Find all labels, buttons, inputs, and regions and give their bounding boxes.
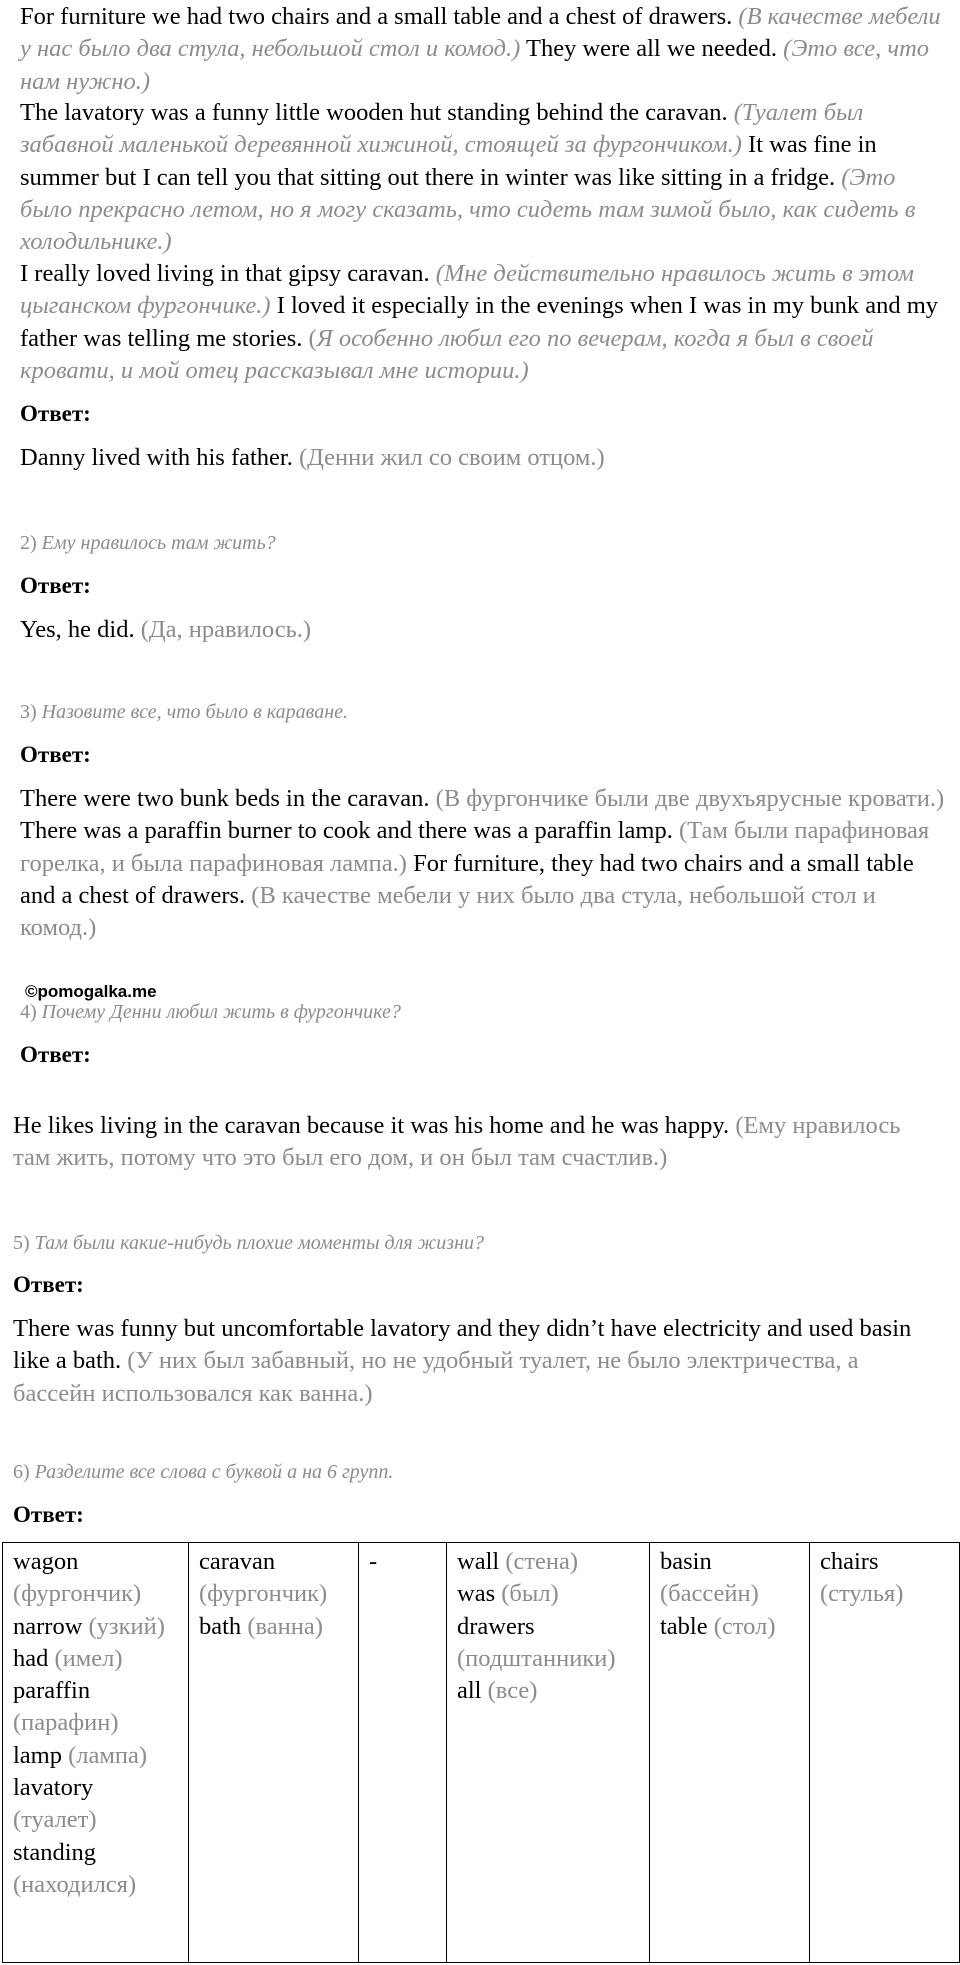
question-3 bbox=[20, 698, 348, 726]
russian-translation: (Это было прекрасно летом, но я могу сказать, что сидеть там зимой было, как сидеть в холодильнике.) bbox=[20, 163, 916, 256]
passage-paragraph bbox=[20, 1, 945, 98]
word-translation: (ванна) bbox=[247, 1612, 323, 1640]
english-text: For furniture, they had two chairs and a small table and a chest of drawers. bbox=[20, 849, 914, 909]
question-number: 6) bbox=[13, 1461, 30, 1483]
word-entry bbox=[369, 1546, 436, 1578]
word-translation: (фургончик) bbox=[13, 1580, 142, 1608]
word: caravan bbox=[199, 1548, 276, 1575]
russian-translation: (Мне действительно нравилось жить в этом цыганском фургончике.) bbox=[20, 260, 914, 320]
question-text: Там были какие-нибудь плохие моменты для жизни? bbox=[34, 1232, 484, 1254]
answer-text bbox=[20, 614, 945, 646]
answer-label: Ответ: bbox=[20, 573, 91, 598]
table-row bbox=[3, 1543, 960, 1963]
word-translation: (парафин) bbox=[13, 1709, 119, 1737]
russian-translation: (Да, нравилось.) bbox=[140, 616, 312, 643]
answer-label: Ответ: bbox=[20, 401, 91, 426]
english-text: There were two bunk beds in the caravan. bbox=[20, 785, 436, 812]
word-translation: (бассейн) bbox=[660, 1580, 759, 1608]
answer-text bbox=[20, 783, 945, 944]
word-translation: (стол) bbox=[713, 1612, 776, 1640]
word-translation: (фургончик) bbox=[199, 1580, 328, 1608]
question-text: Почему Денни любил жить в фургончике? bbox=[41, 1001, 401, 1023]
word: - bbox=[369, 1548, 378, 1575]
russian-translation: (Там были парафиновая горелка, и была парафиновая лампа.) bbox=[20, 817, 930, 877]
question-text: Разделите все слова с буквой а на 6 групп. bbox=[34, 1461, 394, 1483]
question-number: 2) bbox=[20, 532, 37, 554]
question-text: Ему нравилось там жить? bbox=[41, 532, 276, 554]
word-translation: (подштанники) bbox=[457, 1644, 616, 1672]
word-entry bbox=[457, 1578, 639, 1610]
group-cell bbox=[810, 1543, 960, 1963]
word-translation: (лампа) bbox=[68, 1741, 148, 1769]
word: chairs bbox=[820, 1548, 879, 1575]
english-text: There was a paraffin burner to cook and there was a paraffin lamp. bbox=[20, 817, 679, 845]
question-5 bbox=[13, 1229, 484, 1257]
russian-translation: (В качестве мебели у них было два стула, небольшой стол и комод.) bbox=[20, 881, 876, 942]
group-cell bbox=[650, 1543, 810, 1963]
english-text: I really loved living in that gipsy caravan. bbox=[20, 260, 436, 287]
word: wall bbox=[457, 1548, 500, 1575]
group-cell bbox=[447, 1543, 650, 1963]
word-translation: (был) bbox=[501, 1580, 559, 1608]
russian-translation: ( bbox=[308, 324, 317, 352]
word: bath bbox=[199, 1612, 242, 1640]
english-text: For furniture we had two chairs and a small table and a chest of drawers. bbox=[20, 3, 739, 30]
answer-text bbox=[20, 442, 945, 474]
english-text: Yes, he did. bbox=[20, 616, 141, 643]
word-entry bbox=[13, 1675, 178, 1740]
word-translation: (стулья) bbox=[820, 1580, 904, 1608]
word: all bbox=[457, 1677, 482, 1705]
word: table bbox=[660, 1612, 708, 1640]
russian-translation: (В фургончике были две двухъярусные кровати.) bbox=[435, 785, 945, 812]
answer-label: Ответ: bbox=[20, 1042, 91, 1067]
english-text: Danny lived with his father. bbox=[20, 444, 299, 471]
word-entry bbox=[13, 1611, 178, 1643]
russian-translation: (В качестве мебели у нас было два стула, небольшой стол и комод.) bbox=[20, 3, 941, 63]
russian-translation: (Ему нравилось там жить, потому что это был его дом, и он был там счастлив.) bbox=[13, 1112, 901, 1172]
site-watermark: ©pomogalka.me bbox=[25, 982, 157, 1001]
word-entry bbox=[13, 1772, 178, 1837]
group-cell bbox=[3, 1543, 189, 1963]
answer-label: Ответ: bbox=[13, 1272, 84, 1297]
word-entry bbox=[13, 1740, 178, 1772]
group-cell bbox=[189, 1543, 359, 1963]
word-entry bbox=[457, 1611, 639, 1676]
question-2 bbox=[20, 529, 276, 557]
word: lavatory bbox=[13, 1774, 94, 1802]
word-translation: (все) bbox=[487, 1677, 538, 1705]
word-entry bbox=[820, 1546, 949, 1611]
word-entry bbox=[199, 1546, 348, 1611]
english-text: There was funny but uncomfortable lavatory and they didn’t have electricity and used basin like a bath. bbox=[13, 1315, 912, 1375]
word-entry bbox=[457, 1675, 639, 1707]
word: wagon bbox=[13, 1548, 79, 1575]
english-text: He likes living in the caravan because it was his home and he was happy. bbox=[13, 1112, 736, 1139]
passage-paragraph bbox=[20, 258, 945, 387]
question-text: Назовите все, что было в караване. bbox=[41, 701, 348, 723]
word: lamp bbox=[13, 1741, 62, 1769]
word-entry bbox=[13, 1546, 178, 1611]
passage-paragraph bbox=[20, 97, 945, 258]
word: was bbox=[457, 1580, 496, 1608]
word-entry bbox=[660, 1611, 799, 1643]
word-entry bbox=[13, 1643, 178, 1675]
word-entry bbox=[660, 1546, 799, 1611]
word-translation: (узкий) bbox=[88, 1612, 165, 1640]
word-translation: (туалет) bbox=[13, 1806, 97, 1834]
question-number: 3) bbox=[20, 701, 37, 723]
word-translation: (имел) bbox=[54, 1644, 123, 1672]
question-number: 5) bbox=[13, 1232, 30, 1254]
russian-translation: (Туалет был забавной маленькой деревянной хижиной, стоящей за фургончиком.) bbox=[20, 99, 864, 159]
english-text: It was fine in summer but I can tell you that sitting out there in winter was like sitting in a fridge. bbox=[20, 131, 877, 191]
russian-translation: (Денни жил со своим отцом.) bbox=[298, 444, 605, 471]
word-translation: (стена) bbox=[505, 1548, 579, 1575]
russian-translation: (Это все, что нам нужно.) bbox=[20, 35, 930, 95]
english-text: I loved it especially in the evenings when I was in my bunk and my father was telling me stories. bbox=[20, 292, 939, 352]
word-entry bbox=[13, 1837, 178, 1902]
word: paraffin bbox=[13, 1677, 91, 1705]
word: basin bbox=[660, 1548, 712, 1575]
word: standing bbox=[13, 1838, 97, 1866]
word-translation: (находился) bbox=[13, 1870, 137, 1898]
question-number: 4) bbox=[20, 1001, 37, 1023]
question-6 bbox=[13, 1458, 393, 1486]
russian-translation: Я особенно любил его по вечерам, когда я был в своей кровати, и мой отец рассказывал мне истории.) bbox=[20, 324, 874, 384]
english-text: The lavatory was a funny little wooden hut standing behind the caravan. bbox=[20, 99, 734, 126]
word: drawers bbox=[457, 1612, 535, 1640]
answer-text bbox=[13, 1313, 938, 1410]
english-text: They were all we needed. bbox=[520, 35, 784, 63]
answer-label: Ответ: bbox=[20, 742, 91, 767]
word: had bbox=[13, 1644, 49, 1672]
group-cell bbox=[359, 1543, 447, 1963]
word: narrow bbox=[13, 1612, 83, 1640]
russian-translation: (У них был забавный, но не удобный туалет, не было электричества, а бассейн использовался как ванна.) bbox=[13, 1347, 859, 1407]
word-groups-table bbox=[2, 1542, 960, 1963]
question-4 bbox=[20, 998, 401, 1026]
answer-label: Ответ: bbox=[13, 1502, 84, 1527]
word-entry bbox=[457, 1546, 639, 1578]
word-entry bbox=[199, 1611, 348, 1643]
answer-text bbox=[13, 1110, 938, 1175]
